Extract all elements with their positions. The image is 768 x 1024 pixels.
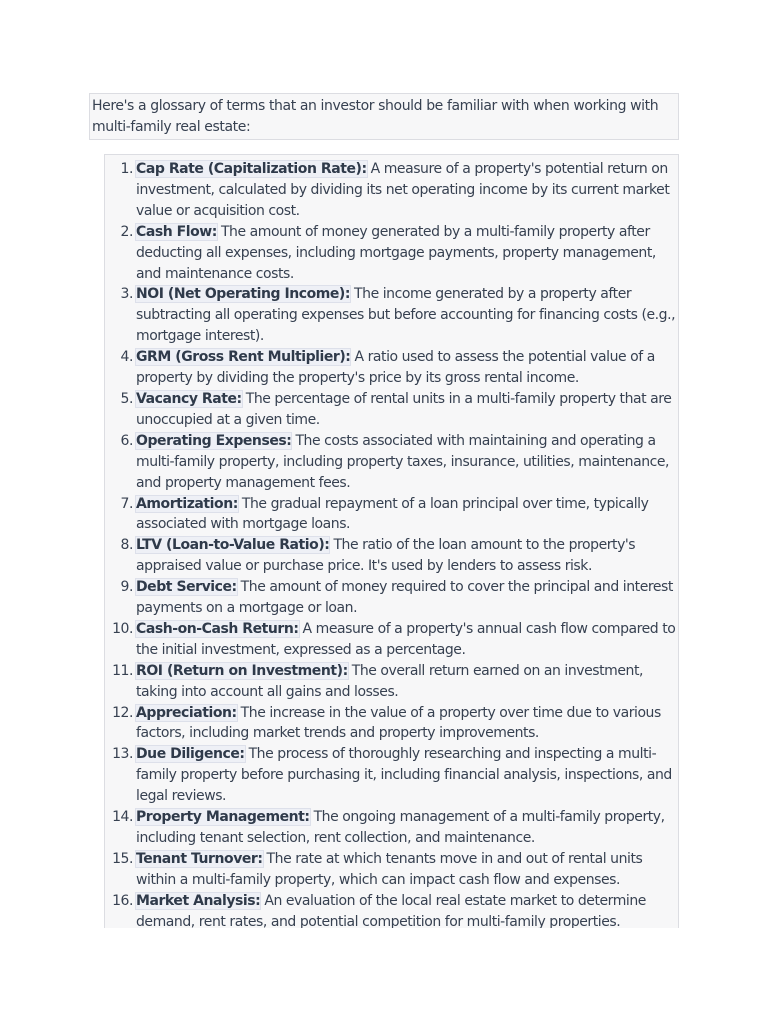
- glossary-item: [105, 494, 678, 536]
- glossary-definition: A measure of a property's potential return on investment, calculated by dividing its net operating income by its current market value or acquisition cost.: [136, 161, 670, 219]
- item-number: 8.: [120, 537, 133, 554]
- item-number: 13.: [112, 746, 133, 763]
- glossary-term: Due Diligence:: [136, 746, 245, 763]
- glossary-item: [105, 849, 678, 891]
- glossary-definition: An evaluation of the local real estate market to determine demand, rent rates, and potential competition for multi-family properties.: [136, 892, 646, 928]
- glossary-term: GRM (Gross Rent Multiplier):: [136, 349, 351, 366]
- glossary-term: Cash-on-Cash Return:: [136, 620, 299, 637]
- glossary-definition: The costs associated with maintaining and operating a multi-family property, including property taxes, insurance, utilities, maintenance, and property management fees.: [136, 432, 670, 491]
- glossary-term: Market Analysis:: [136, 892, 261, 909]
- glossary-definition: The overall return earned on an investment, taking into account all gains and losses.: [136, 662, 643, 700]
- item-number: 9.: [120, 579, 133, 596]
- item-number: 6.: [120, 432, 133, 449]
- glossary-definition: The increase in the value of a property over time due to various factors, including market trends and property improvements.: [136, 704, 661, 742]
- glossary-definition: A ratio used to assess the potential value of a property by dividing the property's price by its gross rental income.: [136, 349, 655, 387]
- item-number: 16.: [112, 892, 133, 909]
- glossary-term: Operating Expenses:: [136, 432, 292, 449]
- glossary-definition: The rate at which tenants move in and out of rental units within a multi-family property, which can impact cash flow and expenses.: [136, 850, 643, 888]
- glossary-term: Property Management:: [136, 809, 310, 826]
- glossary-term: LTV (Loan-to-Value Ratio):: [136, 537, 330, 554]
- glossary-item: [105, 661, 678, 703]
- item-number: 7.: [120, 495, 133, 512]
- item-number: 11.: [112, 662, 133, 679]
- glossary-list: [105, 155, 678, 928]
- glossary-item: [105, 222, 678, 285]
- glossary-definition: The gradual repayment of a loan principal over time, typically associated with mortgage loans.: [136, 495, 649, 533]
- item-number: 4.: [120, 349, 133, 366]
- glossary-definition: The percentage of rental units in a multi-family property that are unoccupied at a given time.: [136, 390, 672, 428]
- glossary-item: [105, 159, 678, 222]
- glossary-list-container: [104, 154, 679, 928]
- glossary-definition: A measure of a property's annual cash flow compared to the initial investment, expressed as a percentage.: [136, 620, 676, 658]
- glossary-item: [105, 535, 678, 577]
- glossary-term: Tenant Turnover:: [136, 850, 263, 867]
- glossary-term: Cap Rate (Capitalization Rate):: [136, 161, 367, 177]
- glossary-item: [105, 284, 678, 347]
- glossary-item: [105, 431, 678, 494]
- glossary-item: [105, 744, 678, 807]
- intro-paragraph: Here's a glossary of terms that an investor should be familiar with when working with multi-family real estate:: [89, 93, 679, 140]
- glossary-definition: The process of thoroughly researching and inspecting a multi-family property before purchasing it, including financial analysis, inspections, and legal reviews.: [136, 746, 672, 805]
- glossary-term: Debt Service:: [136, 579, 237, 596]
- glossary-term: Amortization:: [136, 495, 238, 512]
- item-number: 10.: [112, 620, 133, 637]
- glossary-item: [105, 619, 678, 661]
- glossary-definition: The ongoing management of a multi-family property, including tenant selection, rent collection, and maintenance.: [136, 809, 665, 846]
- glossary-item: [105, 891, 678, 928]
- glossary-definition: The income generated by a property after subtracting all operating expenses but before accounting for financing costs (e.g., mortgage interest).: [136, 286, 676, 345]
- item-number: 12.: [112, 704, 133, 721]
- glossary-definition: The amount of money generated by a multi-family property after deducting all expenses, including mortgage payments, property management, and maintenance costs.: [136, 223, 656, 282]
- glossary-term: ROI (Return on Investment):: [136, 662, 348, 679]
- glossary-term: Vacancy Rate:: [136, 390, 242, 407]
- glossary-item: [105, 389, 678, 431]
- glossary-item: [105, 807, 678, 849]
- item-number: 5.: [120, 390, 133, 407]
- glossary-definition: The amount of money required to cover the principal and interest payments on a mortgage or loan.: [136, 579, 673, 617]
- item-number: 3.: [120, 286, 133, 303]
- glossary-term: NOI (Net Operating Income):: [136, 286, 351, 303]
- item-number: 1.: [120, 161, 133, 177]
- glossary-term: Cash Flow:: [136, 223, 217, 240]
- glossary-item: [105, 703, 678, 745]
- glossary-term: Appreciation:: [136, 704, 237, 721]
- glossary-item: [105, 347, 678, 389]
- item-number: 14.: [112, 809, 133, 826]
- item-number: 15.: [112, 850, 133, 867]
- glossary-item: [105, 577, 678, 619]
- item-number: 2.: [120, 223, 133, 240]
- glossary-definition: The ratio of the loan amount to the property's appraised value or purchase price. It's used by lenders to assess risk.: [136, 537, 636, 575]
